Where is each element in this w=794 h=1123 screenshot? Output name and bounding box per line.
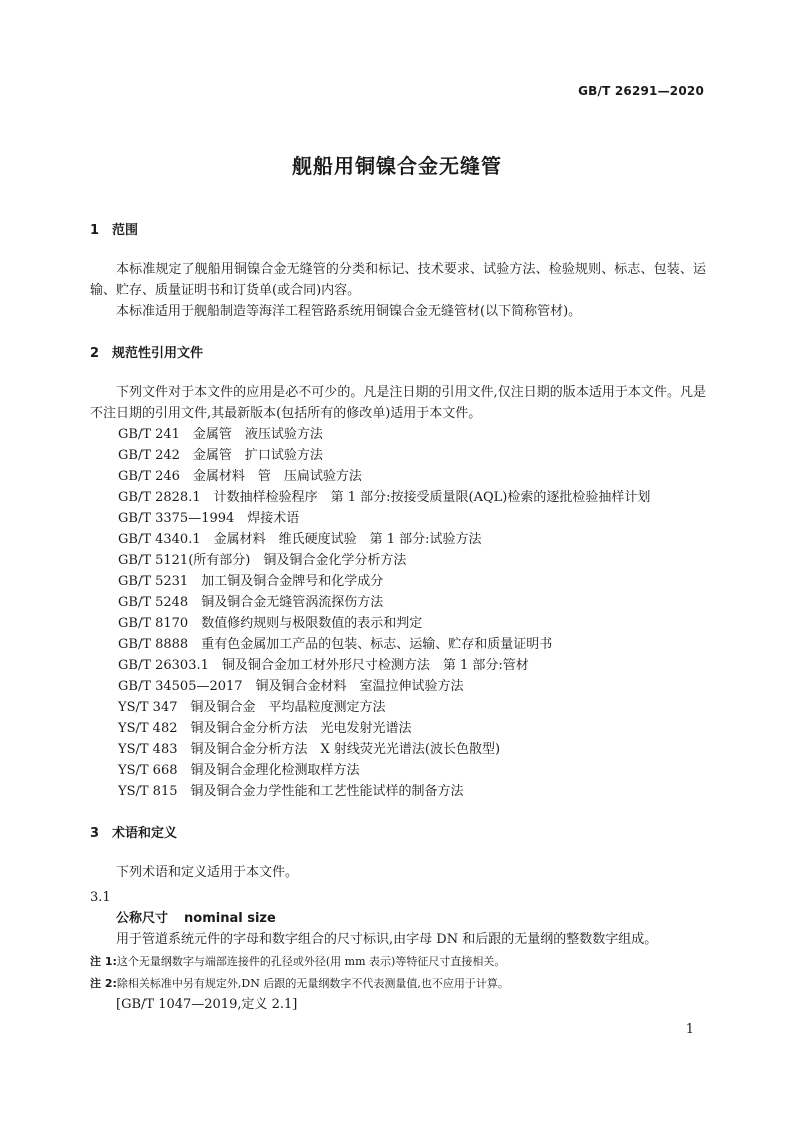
- reference-item: YS/T 668 铜及铜合金理化检测取样方法: [118, 763, 360, 778]
- scope-paragraph-2: 本标准适用于舰船制造等海洋工程管路系统用铜镍合金无缝管材(以下简称管材)。: [116, 304, 582, 319]
- terms-intro: 下列术语和定义适用于本文件。: [116, 865, 299, 880]
- section-title: 范围: [112, 223, 139, 238]
- term-number: 3.1: [90, 890, 111, 905]
- term-note-2: [90, 974, 706, 994]
- section-title: 术语和定义: [112, 826, 178, 841]
- note-text: 这个无量纲数字与端部连接件的孔径或外径(用 mm 表示)等特征尺寸直接相关。: [116, 955, 506, 968]
- reference-item: GB/T 241 金属管 液压试验方法: [118, 427, 323, 442]
- reference-item: GB/T 26303.1 铜及铜合金加工材外形尺寸检测方法 第 1 部分:管材: [118, 658, 529, 673]
- note-text: 除相关标准中另有规定外,DN 后跟的无量纲数字不代表测量值,也不应用于计算。: [116, 977, 509, 990]
- reference-item: YS/T 482 铜及铜合金分析方法 光电发射光谱法: [118, 721, 412, 736]
- reference-list: [118, 424, 706, 802]
- note-label: 注 2:: [90, 977, 117, 990]
- reference-item: GB/T 8170 数值修约规则与极限数值的表示和判定: [118, 616, 423, 631]
- section-1-heading: [90, 220, 706, 241]
- reference-item: GB/T 4340.1 金属材料 维氏硬度试验 第 1 部分:试验方法: [118, 532, 482, 547]
- section-title: 规范性引用文件: [112, 346, 204, 361]
- scope-paragraph-1: 本标准规定了舰船用铜镍合金无缝管的分类和标记、技术要求、试验方法、检验规则、标志、包装、运输、贮存、质量证明书和订货单(或合同)内容。: [90, 262, 706, 298]
- section-2-heading: [90, 343, 706, 364]
- note-label: 注 1:: [90, 955, 117, 968]
- references-intro: 下列文件对于本文件的应用是必不可少的。凡是注日期的引用文件,仅注日期的版本适用于本文件。凡是不注日期的引用文件,其最新版本(包括所有的修改单)适用于本文件。: [90, 385, 706, 421]
- reference-item: GB/T 5231 加工铜及铜合金牌号和化学成分: [118, 574, 384, 589]
- reference-item: GB/T 34505—2017 铜及铜合金材料 室温拉伸试验方法: [118, 679, 464, 694]
- document-body: [90, 220, 706, 1015]
- standard-code: GB/T 26291—2020: [578, 84, 704, 98]
- term-english: nominal size: [184, 911, 276, 926]
- term-heading: [116, 908, 706, 929]
- document-title: 舰船用铜镍合金无缝管: [292, 154, 502, 178]
- reference-item: YS/T 483 铜及铜合金分析方法 X 射线荧光光谱法(波长色散型): [118, 742, 501, 757]
- reference-item: GB/T 2828.1 计数抽样检验程序 第 1 部分:按接受质量限(AQL)检索的逐批检验抽样计划: [118, 490, 651, 505]
- reference-item: GB/T 8888 重有色金属加工产品的包装、标志、运输、贮存和质量证明书: [118, 637, 553, 652]
- section-3-heading: [90, 823, 706, 844]
- reference-item: GB/T 5248 铜及铜合金无缝管涡流探伤方法: [118, 595, 384, 610]
- term-note-1: [90, 952, 706, 972]
- term-chinese: 公称尺寸: [116, 911, 169, 926]
- section-number: 2: [90, 346, 100, 361]
- reference-item: GB/T 246 金属材料 管 压扁试验方法: [118, 469, 362, 484]
- section-number: 1: [90, 223, 100, 238]
- reference-item: YS/T 347 铜及铜合金 平均晶粒度测定方法: [118, 700, 386, 715]
- page-number: 1: [685, 1022, 694, 1037]
- reference-item: GB/T 3375—1994 焊接术语: [118, 511, 300, 526]
- reference-item: YS/T 815 铜及铜合金力学性能和工艺性能试样的制备方法: [118, 784, 464, 799]
- term-definition: 用于管道系统元件的字母和数字组合的尺寸标识,由字母 DN 和后跟的无量纲的整数数字组成。: [116, 932, 658, 947]
- reference-item: GB/T 5121(所有部分) 铜及铜合金化学分析方法: [118, 553, 407, 568]
- term-source: [GB/T 1047—2019,定义 2.1]: [116, 997, 298, 1012]
- section-number: 3: [90, 826, 100, 841]
- reference-item: GB/T 242 金属管 扩口试验方法: [118, 448, 323, 463]
